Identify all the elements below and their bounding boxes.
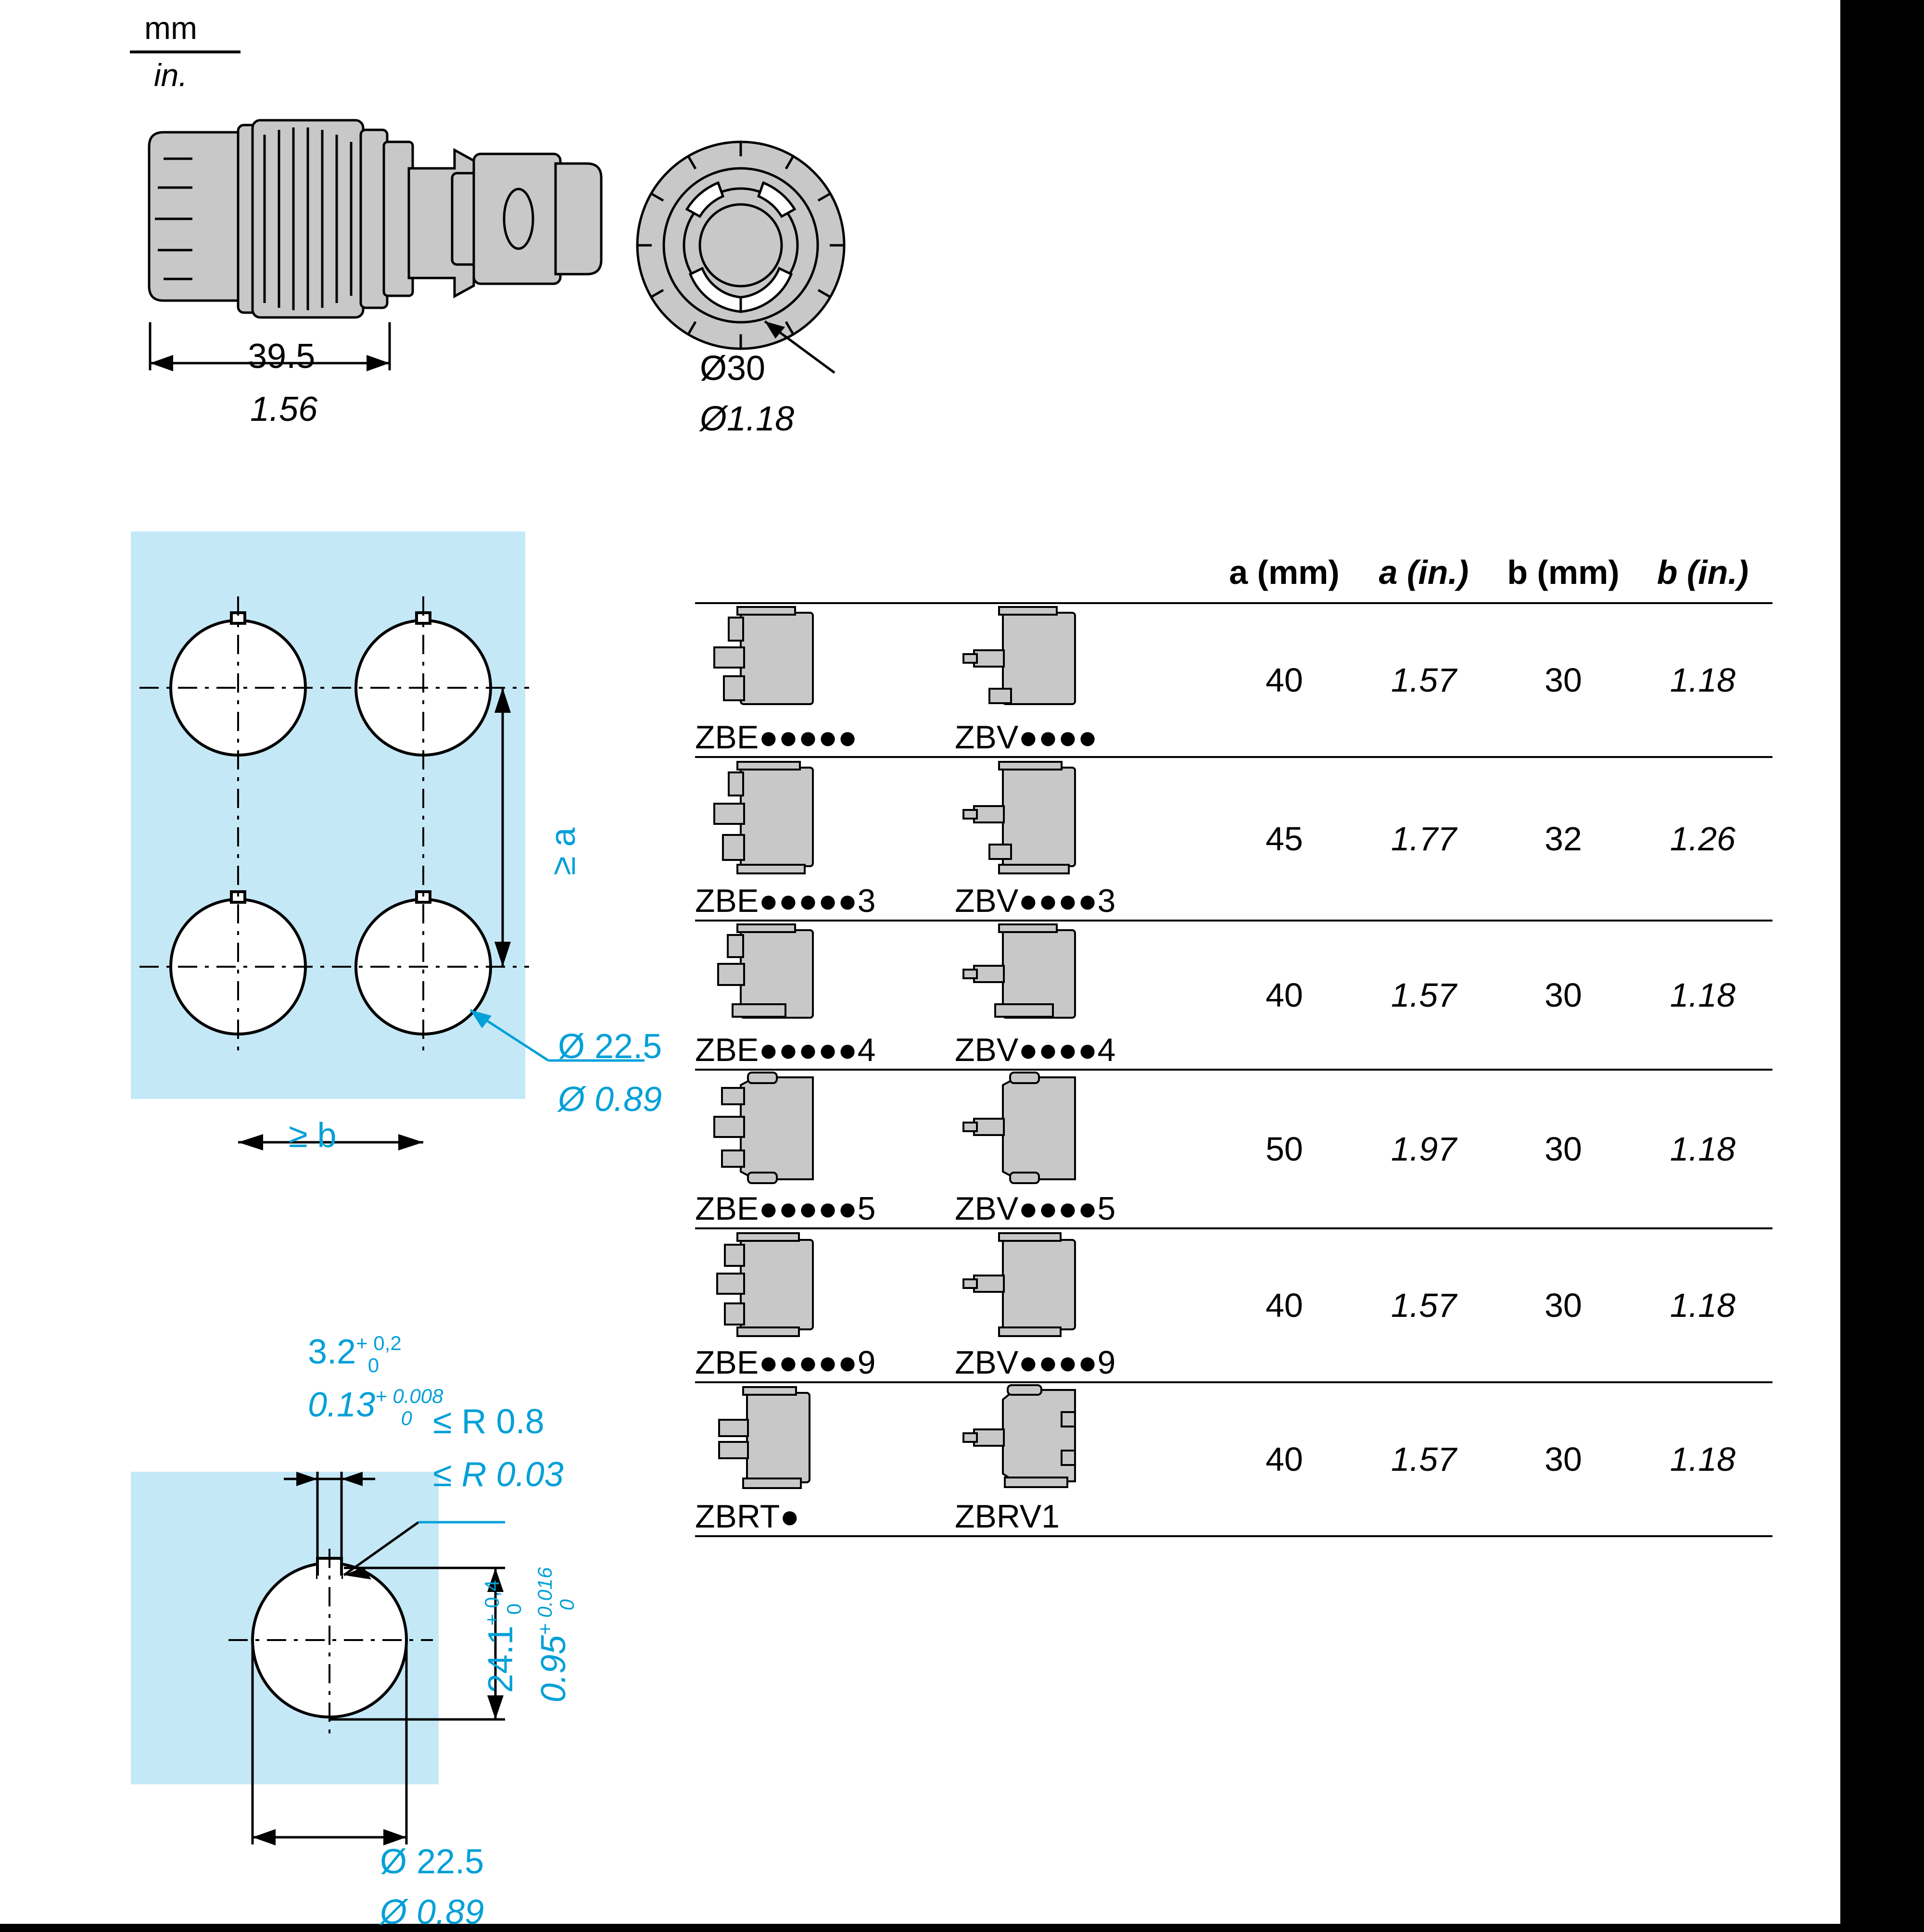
contact-block-icon	[695, 604, 839, 715]
cell-b-mm: 30	[1544, 1287, 1582, 1324]
part-ref-left: ZBE●●●●●5	[695, 1190, 876, 1227]
part-ref-left: ZBE●●●●●3	[695, 883, 876, 919]
col-header-b-in: b (in.)	[1657, 554, 1749, 591]
contact-block-icon	[695, 1229, 839, 1340]
cell-a-in: 1.57	[1391, 661, 1457, 699]
keyway-width-mm-sub: 0	[367, 1354, 380, 1376]
front-view-diameter-in: Ø1.18	[700, 400, 795, 438]
part-ref-right: ZBV●●●●9	[955, 1344, 1116, 1381]
side-view-width-in: 1.56	[250, 390, 318, 429]
part-ref-left: ZBE●●●●●	[695, 719, 858, 756]
light-block-icon	[955, 1383, 1099, 1494]
cell-a-mm: 40	[1266, 1440, 1303, 1478]
table-row	[695, 1228, 1772, 1382]
front-view-diameter-mm: Ø30	[700, 349, 766, 388]
side-view-width-mm: 39.5	[248, 337, 316, 376]
cell-b-mm: 30	[1544, 1130, 1582, 1168]
part-cell-right	[955, 1228, 1215, 1382]
cell-a-in: 1.57	[1391, 1440, 1457, 1478]
panel-hole-diameter-in: Ø 0.89	[558, 1080, 662, 1119]
keyway-detail-drawing	[125, 1260, 712, 1900]
col-header-b-mm: b (mm)	[1507, 554, 1620, 591]
part-ref-left: ZBE●●●●●4	[695, 1032, 876, 1068]
cell-a-mm: 40	[1266, 661, 1303, 699]
cell-b-in: 1.18	[1670, 976, 1736, 1014]
spacing-b-label: ≥ b	[289, 1116, 337, 1155]
keyway-height-mm-sup: + 0,4	[481, 1580, 503, 1626]
keyway-height-mm	[481, 1569, 525, 1693]
part-cell-left	[695, 1228, 955, 1382]
keyway-hole-diameter-in: Ø 0.89	[380, 1893, 484, 1932]
unit-label-mm: mm	[144, 10, 197, 46]
col-header-a-in: a (in.)	[1379, 554, 1469, 591]
cell-b-in: 1.18	[1670, 1287, 1736, 1324]
cell-b-in: 1.18	[1670, 1130, 1736, 1168]
part-cell-right	[955, 1070, 1215, 1228]
part-cell-left	[695, 921, 955, 1070]
unit-divider	[130, 51, 240, 53]
keyway-radius-in: ≤ R 0.03	[433, 1455, 564, 1494]
part-cell-right	[955, 603, 1215, 757]
keyway-height-mm-sub: 0	[503, 1603, 525, 1615]
part-ref-left: ZBE●●●●●9	[695, 1344, 876, 1381]
cell-a-mm: 40	[1266, 1287, 1303, 1324]
contact-block-icon	[695, 1383, 839, 1494]
cell-a-in: 1.57	[1391, 976, 1457, 1014]
keyway-radius-mm: ≤ R 0.8	[433, 1402, 544, 1441]
contact-block-icon	[695, 1071, 839, 1186]
part-ref-right: ZBV●●●●3	[955, 883, 1116, 919]
keyway-height-in-sub: 0	[556, 1599, 578, 1611]
cell-a-in: 1.97	[1391, 1130, 1457, 1168]
part-cell-left	[695, 757, 955, 921]
contact-block-icon	[695, 922, 839, 1027]
part-cell-left	[695, 1382, 955, 1536]
light-block-icon	[955, 1229, 1099, 1340]
cell-a-mm: 40	[1266, 976, 1303, 1014]
keyway-width-mm-sup: + 0,2	[356, 1332, 402, 1354]
table-row	[695, 1070, 1772, 1228]
light-block-icon	[955, 604, 1099, 715]
cell-a-in: 1.57	[1391, 1287, 1457, 1324]
keyway-width-mm	[308, 1332, 413, 1376]
part-cell-right	[955, 921, 1215, 1070]
table-header-row	[695, 553, 1772, 603]
contact-block-icon	[695, 758, 839, 878]
cell-a-in: 1.77	[1391, 820, 1457, 858]
cell-b-in: 1.18	[1670, 661, 1736, 699]
part-ref-left: ZBRT●	[695, 1498, 800, 1535]
keyway-width-in-value: 0.13	[308, 1386, 376, 1424]
part-cell-left	[695, 603, 955, 757]
unit-label-in: in.	[154, 57, 188, 93]
dimension-table	[695, 553, 1772, 1537]
light-block-icon	[955, 922, 1099, 1027]
spacing-a-label: ≥ a	[544, 827, 582, 875]
cell-b-in: 1.18	[1670, 1440, 1736, 1478]
part-ref-right: ZBV●●●●	[955, 719, 1098, 756]
light-block-icon	[955, 1071, 1099, 1186]
cell-b-mm: 30	[1544, 661, 1582, 699]
part-cell-right	[955, 757, 1215, 921]
cell-b-mm: 30	[1544, 1440, 1582, 1478]
panel-hole-diameter-mm: Ø 22.5	[558, 1027, 662, 1066]
keyway-height-mm-value: 24.1	[481, 1625, 520, 1693]
part-ref-right: ZBRV1	[955, 1498, 1060, 1535]
part-ref-right: ZBV●●●●5	[955, 1190, 1116, 1227]
front-view-diameter-leader	[750, 308, 895, 404]
keyway-width-in-sup: + 0.008	[375, 1385, 443, 1407]
table-row	[695, 921, 1772, 1070]
part-ref-right: ZBV●●●●4	[955, 1032, 1116, 1068]
keyway-width-in-sub: 0	[401, 1407, 412, 1429]
cell-b-mm: 32	[1544, 820, 1582, 858]
keyway-height-in-sup: + 0.016	[533, 1567, 556, 1635]
light-block-icon	[955, 758, 1099, 878]
part-cell-left	[695, 1070, 955, 1228]
keyway-width-mm-value: 3.2	[308, 1333, 356, 1371]
keyway-height-in	[533, 1556, 578, 1703]
cell-b-in: 1.26	[1670, 820, 1736, 858]
keyway-hole-diameter-mm: Ø 22.5	[380, 1843, 484, 1881]
cell-b-mm: 30	[1544, 976, 1582, 1014]
table-row	[695, 1382, 1772, 1536]
part-cell-right	[955, 1382, 1215, 1536]
col-header-a-mm: a (mm)	[1229, 554, 1340, 591]
table-row	[695, 757, 1772, 921]
cell-a-mm: 45	[1266, 820, 1303, 858]
keyway-height-in-value: 0.95	[534, 1635, 573, 1703]
cell-a-mm: 50	[1266, 1130, 1303, 1168]
table-row	[695, 603, 1772, 757]
